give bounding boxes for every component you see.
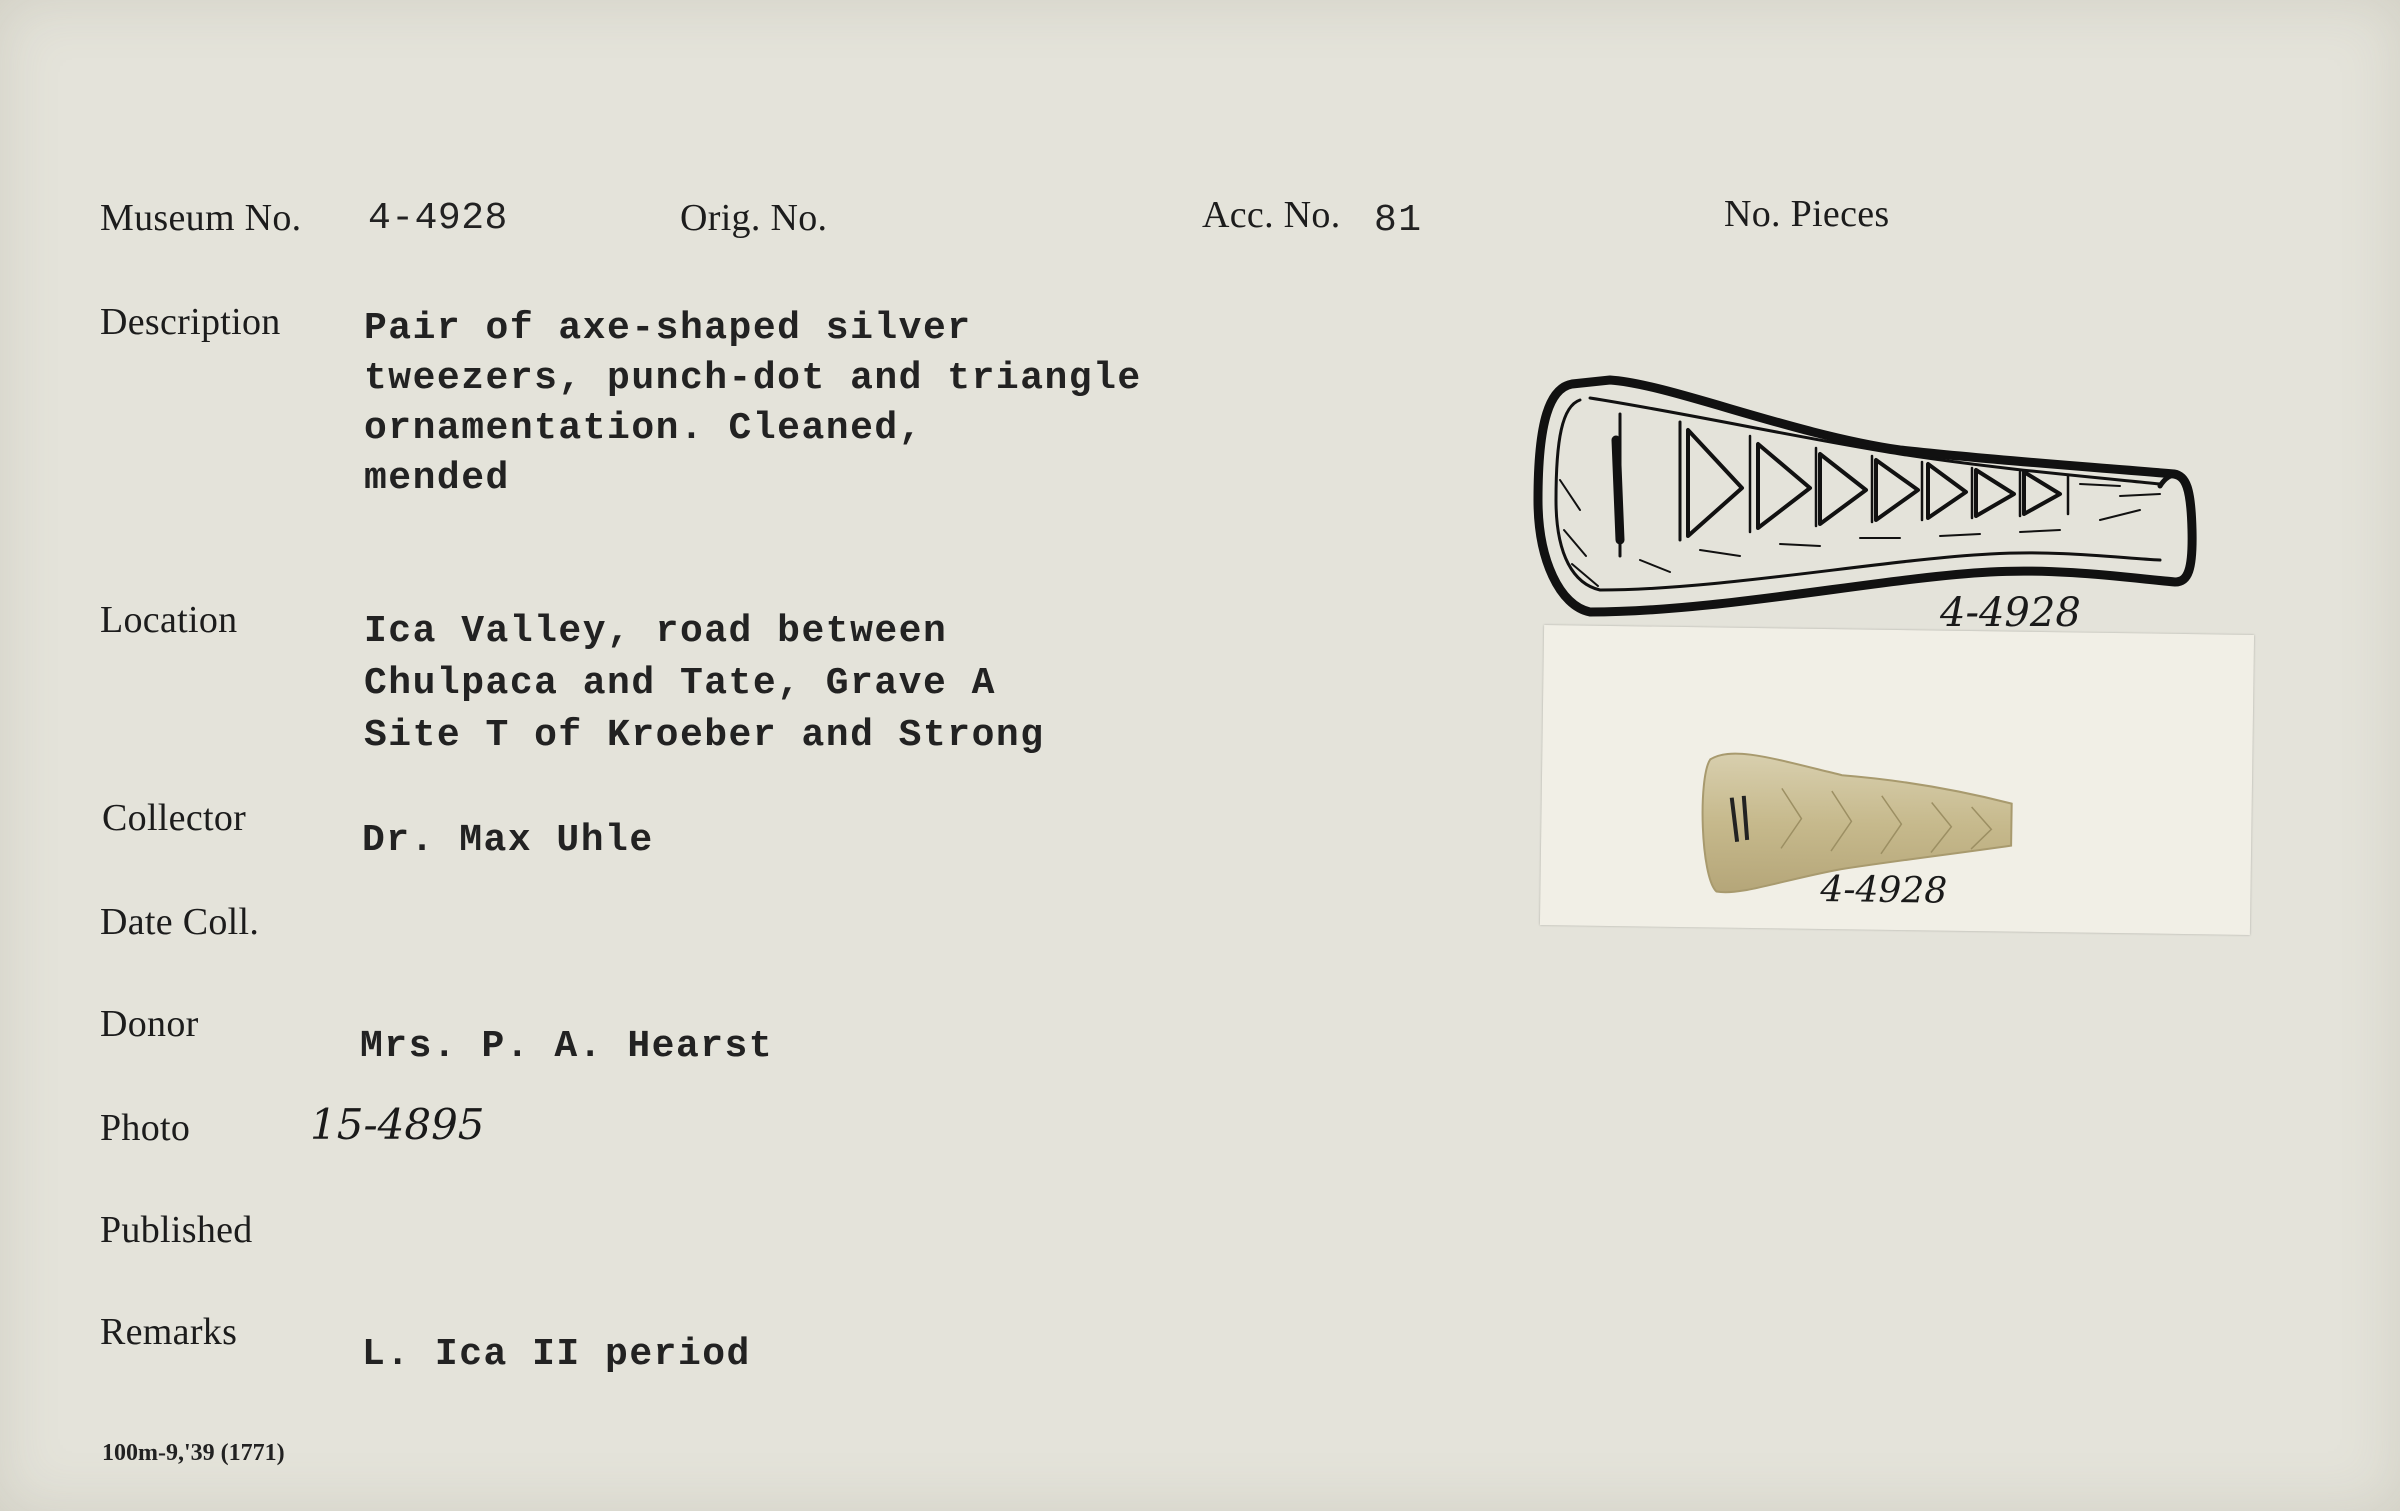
collector-value: Dr. Max Uhle <box>362 819 654 862</box>
location-label: Location <box>100 599 238 641</box>
description-label: Description <box>100 301 281 343</box>
print-code: 100m-9,'39 (1771) <box>102 1440 285 1466</box>
acc-no-value: 81 <box>1374 199 1423 242</box>
photo-caption: 4-4928 <box>1820 868 1948 912</box>
remarks-value: L. Ica II period <box>362 1333 751 1376</box>
donor-label: Donor <box>100 1003 199 1045</box>
donor-value: Mrs. P. A. Hearst <box>360 1025 774 1068</box>
photo-label: Photo <box>100 1107 191 1149</box>
remarks-label: Remarks <box>100 1311 238 1353</box>
date-coll-label: Date Coll. <box>100 901 260 943</box>
orig-no-label: Orig. No. <box>680 197 828 239</box>
museum-no-label: Museum No. <box>100 197 302 239</box>
acc-no-label: Acc. No. <box>1202 194 1341 236</box>
description-value: Pair of axe-shaped silver tweezers, punch-dot and triangle ornamentation. Cleaned, mended <box>364 307 1142 500</box>
sketch-number-label: 4-4928 <box>1940 590 2081 636</box>
collector-label: Collector <box>102 797 247 839</box>
published-label: Published <box>100 1209 253 1251</box>
photo-number: 15-4895 <box>310 1100 485 1149</box>
artifact-photo <box>1540 625 2254 935</box>
no-pieces-label: No. Pieces <box>1724 193 1890 235</box>
museum-no-value: 4-4928 <box>368 197 508 240</box>
location-value: Ica Valley, road between Chulpaca and Tate, Grave A Site T of Kroeber and Strong <box>364 610 1045 757</box>
tweezers-sketch <box>1520 360 2220 640</box>
